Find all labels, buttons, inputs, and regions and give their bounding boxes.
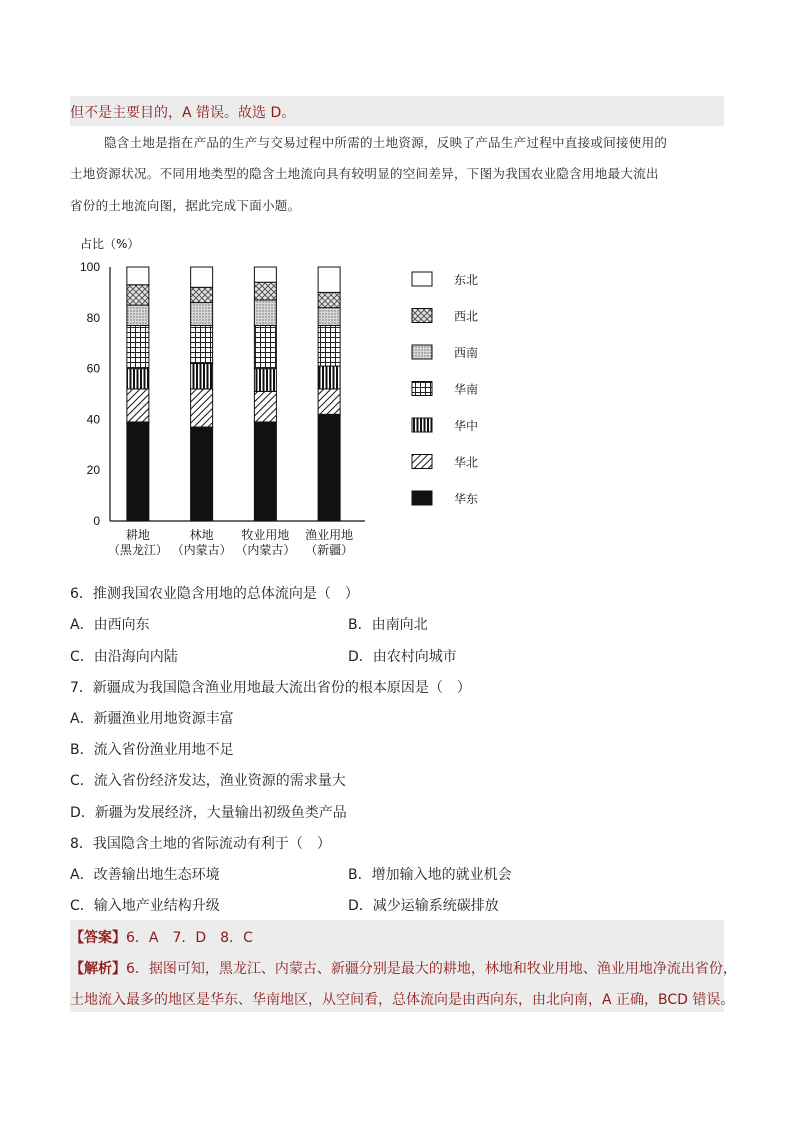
bar-segment-华东	[127, 422, 149, 521]
legend-swatch-西北	[412, 309, 432, 323]
legend-label: 华南	[454, 382, 479, 397]
q7-option-b: B．流入省份渔业用地不足	[70, 742, 234, 758]
q6-option-d: D．由农村向城市	[348, 649, 457, 665]
x-category-label: （黑龙江）	[107, 543, 168, 557]
answer-line	[70, 927, 253, 947]
intro-paragraph	[70, 133, 730, 223]
bar-segment-西北	[318, 292, 340, 307]
x-category-label: 耕地	[125, 528, 150, 542]
bar-segment-华东	[318, 414, 340, 521]
bar-segment-东北	[127, 267, 149, 285]
y-tick-label: 100	[79, 260, 100, 274]
legend-label: 华北	[454, 455, 479, 470]
bar-segment-华北	[191, 389, 213, 427]
answer-text: 6．A 7．D 8．C	[126, 930, 253, 946]
legend-swatch-华北	[412, 455, 432, 469]
bar-segment-东北	[254, 267, 276, 282]
legend-label: 西北	[454, 309, 479, 324]
q8-option-d: D．减少运输系统碳排放	[348, 898, 499, 914]
x-category-label: （新疆）	[305, 543, 354, 557]
q7-option-d: D．新疆为发展经济，大量输出初级鱼类产品	[70, 805, 347, 821]
legend-label: 华中	[454, 419, 479, 433]
bar-segment-西南	[191, 303, 213, 326]
bar-segment-华北	[318, 389, 340, 414]
bar-segment-华东	[191, 427, 213, 521]
bar-segments	[127, 267, 340, 521]
bar-segment-华南	[127, 325, 149, 368]
q6-option-c: C．由沿海向内陆	[70, 649, 178, 665]
x-category-label: 牧业用地	[241, 528, 290, 542]
analysis-line-2: 土地流入最多的地区是华东、华南地区，从空间看，总体流向是由西向东，由北向南，A 正确，BCD 错误。	[70, 992, 735, 1008]
bar-segment-西北	[127, 285, 149, 305]
analysis-text-1: 6．据图可知，黑龙江、内蒙古、新疆分别是最大的耕地，林地和牧业用地、渔业用地净流出省份，	[126, 961, 737, 977]
bar-segment-华北	[254, 391, 276, 421]
bar-segment-西南	[127, 305, 149, 325]
legend-label: 西南	[454, 346, 479, 360]
q8-option-c: C．输入地产业结构升级	[70, 898, 220, 914]
bar-segment-西南	[254, 300, 276, 325]
y-tick-label: 20	[86, 463, 100, 478]
legend-swatch-华东	[412, 491, 432, 505]
q7-option-c: C．流入省份经济发达，渔业资源的需求量大	[70, 773, 346, 789]
stacked-bar-chart	[70, 232, 510, 567]
legend-label: 华东	[454, 492, 479, 506]
q6-option-a: A．由西向东	[70, 617, 150, 633]
intro-line-1: 隐含土地是指在产品的生产与交易过程中所需的土地资源，反映了产品生产过程中直接或间接使用的	[104, 135, 668, 150]
question-7-stem: 7．新疆成为我国隐含渔业用地最大流出省份的根本原因是（ ）	[70, 680, 471, 696]
legend-label: 东北	[454, 273, 479, 287]
y-tick-label: 60	[86, 361, 100, 376]
y-tick-label: 0	[93, 514, 100, 528]
y-axis-label: 占比（%）	[80, 237, 140, 251]
bar-segment-华中	[254, 369, 276, 392]
q7-option-a: A．新疆渔业用地资源丰富	[70, 711, 234, 727]
legend	[412, 272, 478, 506]
x-category-label: （内蒙古）	[171, 543, 232, 557]
q8-option-a: A．改善输出地生态环境	[70, 867, 220, 883]
bar-segment-华南	[318, 325, 340, 366]
bar-segment-华北	[127, 389, 149, 422]
q8-option-b: B．增加输入地的就业机会	[348, 867, 512, 883]
y-tick-label: 80	[86, 310, 100, 325]
bar-segment-华东	[254, 422, 276, 521]
bar-segment-西南	[318, 308, 340, 326]
y-tick-label: 40	[86, 412, 100, 427]
x-category-label: （内蒙古）	[235, 543, 296, 557]
intro-line-2: 土地资源状况。不同用地类型的隐含土地流向具有较明显的空间差异，下图为我国农业隐含用地最大流出	[70, 166, 659, 181]
bar-segment-西北	[191, 287, 213, 302]
previous-analysis-ending: 但不是主要目的，A 错误。故选 D。	[70, 105, 296, 121]
q6-option-b: B．由南向北	[348, 617, 428, 633]
legend-swatch-华南	[412, 382, 432, 396]
y-tick-labels	[80, 260, 100, 528]
analysis-line-1	[70, 958, 737, 978]
bar-segment-华中	[127, 369, 149, 389]
x-category-label: 渔业用地	[305, 528, 354, 542]
question-6-stem: 6．推测我国农业隐含用地的总体流向是（ ）	[70, 586, 359, 602]
bar-segment-西北	[254, 282, 276, 300]
x-category-label: 林地	[189, 528, 214, 542]
question-8-stem: 8．我国隐含土地的省际流动有利于（ ）	[70, 836, 331, 852]
analysis-tag: 【解析】	[70, 961, 126, 977]
x-category-labels	[108, 527, 353, 557]
legend-swatch-华中	[412, 418, 432, 432]
bar-segment-东北	[318, 267, 340, 292]
intro-line-3: 省份的土地流向图，据此完成下面小题。	[70, 198, 301, 213]
bar-segment-华南	[254, 325, 276, 368]
bar-segment-华中	[191, 364, 213, 389]
bar-segment-华南	[191, 325, 213, 363]
legend-swatch-东北	[412, 272, 432, 286]
answer-tag: 【答案】	[70, 930, 126, 946]
bar-segment-东北	[191, 267, 213, 287]
legend-swatch-西南	[412, 345, 432, 359]
bar-segment-华中	[318, 366, 340, 389]
